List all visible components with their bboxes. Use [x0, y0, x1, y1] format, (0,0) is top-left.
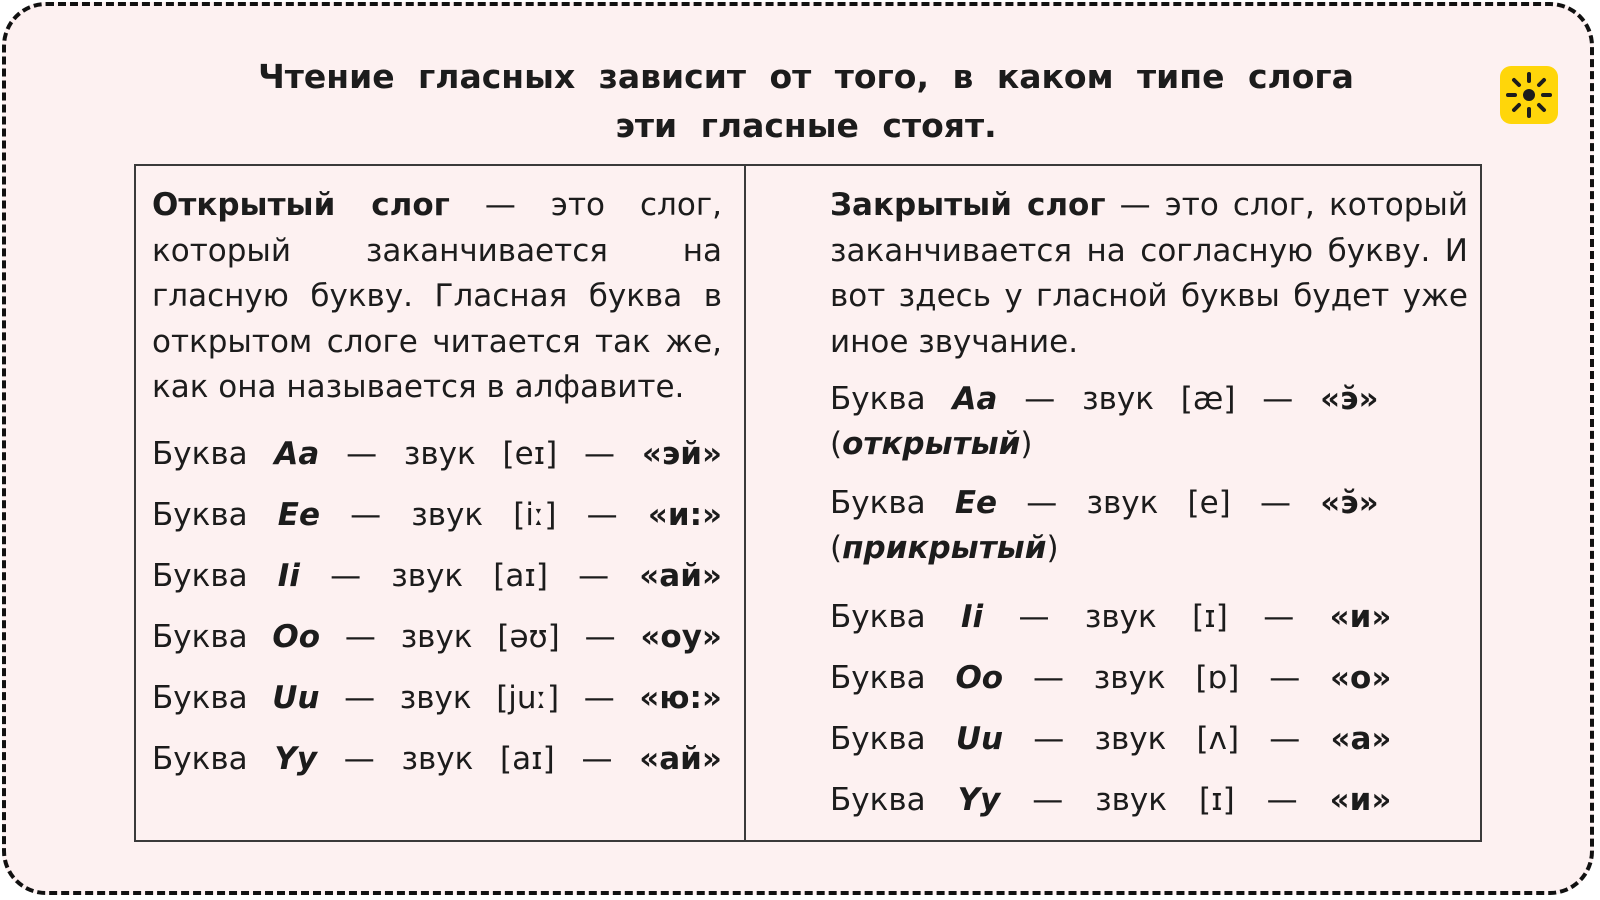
- closed-letter-row: [830, 709, 1391, 770]
- row-dash: —: [1269, 659, 1301, 696]
- row-dash: —: [1269, 720, 1301, 757]
- row-ipa: [aɪ]: [500, 741, 555, 778]
- row-zvuk: звук: [391, 558, 464, 595]
- row-ipa: [eɪ]: [502, 436, 558, 473]
- open-syllable-definition: [152, 183, 722, 411]
- row-word: Буква: [830, 781, 926, 818]
- row-zvuk: звук: [403, 436, 476, 473]
- closed-letter-row: [830, 648, 1391, 709]
- note-paren-close: ): [1020, 426, 1033, 462]
- row-russian: «ай»: [639, 741, 722, 778]
- row-ipa: [juː]: [496, 680, 560, 717]
- sun-burst-icon: [1500, 66, 1558, 124]
- row-dash: —: [1262, 381, 1294, 417]
- open-letter-row: [152, 547, 722, 608]
- row-russian: «и:»: [647, 497, 722, 534]
- row-zvuk: звук: [1095, 781, 1167, 818]
- row-dash: —: [581, 741, 613, 778]
- row-dash: —: [344, 619, 376, 656]
- open-letter-row: [152, 730, 722, 791]
- row-word: Буква: [830, 381, 926, 417]
- row-dash: —: [1033, 720, 1065, 757]
- row-dash: —: [1263, 598, 1295, 635]
- page-title: [126, 52, 1486, 150]
- closed-syllable-annotated-rows: [830, 377, 1468, 587]
- row-russian: «и»: [1329, 781, 1392, 818]
- row-dash: —: [1266, 781, 1298, 818]
- row-word: Буква: [152, 558, 248, 595]
- row-dash: —: [1260, 485, 1291, 521]
- row-ipa: [e]: [1187, 485, 1231, 521]
- row-dash: —: [330, 558, 362, 595]
- sun-burst-icon-graphic: [1500, 66, 1558, 124]
- closed-letter-row-note: [830, 422, 1468, 468]
- title-line-2: эти гласные стоят.: [615, 106, 997, 145]
- row-letter: Yy: [274, 741, 317, 778]
- card: [2, 2, 1594, 895]
- row-word: Буква: [830, 659, 926, 696]
- row-letter: Ee: [277, 497, 320, 534]
- row-dash: —: [1032, 659, 1064, 696]
- row-russian: «а»: [1330, 720, 1392, 757]
- closed-syllable-column: [830, 183, 1468, 831]
- closed-letter-row-main: [830, 377, 1379, 422]
- row-dash: —: [1032, 781, 1064, 818]
- row-zvuk: звук: [401, 741, 474, 778]
- row-word: Буква: [152, 619, 248, 656]
- row-russian: «ай»: [639, 558, 722, 595]
- row-word: Буква: [152, 741, 248, 778]
- closed-syllable-text: — это слог, который заканчивается на согласную букву. И вот здесь у гласной буквы будет уже иное звучание.: [830, 187, 1469, 360]
- row-ipa: [aɪ]: [493, 558, 548, 595]
- row-word: Буква: [152, 680, 248, 717]
- row-ipa: [ɪ]: [1198, 781, 1235, 818]
- row-ipa: [æ]: [1180, 381, 1236, 417]
- closed-letter-row: [830, 587, 1391, 648]
- open-syllable-term: Открытый слог: [152, 187, 450, 223]
- row-zvuk: звук: [1082, 381, 1154, 417]
- row-dash: —: [1018, 598, 1050, 635]
- row-letter: Ee: [954, 485, 998, 521]
- row-letter: Aa: [952, 381, 998, 417]
- row-ipa: [ɒ]: [1195, 659, 1240, 696]
- note-text: открытый: [842, 426, 1021, 462]
- row-letter: Ii: [277, 558, 300, 595]
- open-syllable-column: [152, 183, 722, 791]
- row-letter: Uu: [272, 680, 320, 717]
- note-paren-open: (: [830, 426, 843, 462]
- open-letter-row: [152, 425, 722, 486]
- closed-syllable-rows: [830, 587, 1468, 831]
- row-dash: —: [343, 741, 375, 778]
- row-word: Буква: [830, 485, 926, 521]
- row-ipa: [əʊ]: [497, 619, 560, 656]
- closed-syllable-definition: [830, 183, 1468, 365]
- row-zvuk: звук: [399, 680, 472, 717]
- row-dash: —: [586, 497, 618, 534]
- row-zvuk: звук: [1086, 485, 1159, 521]
- row-zvuk: звук: [411, 497, 484, 534]
- row-zvuk: звук: [1094, 720, 1167, 757]
- row-dash: —: [584, 619, 616, 656]
- open-letter-row: [152, 486, 722, 547]
- row-ipa: [ʌ]: [1196, 720, 1240, 757]
- row-dash: —: [344, 680, 376, 717]
- row-word: Буква: [152, 497, 248, 534]
- row-russian: «э̆»: [1320, 381, 1379, 417]
- column-divider: [744, 166, 746, 840]
- row-russian: «оу»: [640, 619, 722, 656]
- closed-letter-row: [830, 481, 1468, 587]
- row-letter: Aa: [274, 436, 320, 473]
- closed-syllable-term: Закрытый слог: [830, 187, 1106, 223]
- closed-letter-row: [830, 377, 1468, 481]
- row-russian: «ю:»: [639, 680, 722, 717]
- row-dash: —: [1024, 381, 1056, 417]
- row-russian: «эй»: [641, 436, 722, 473]
- row-russian: «и»: [1329, 598, 1392, 635]
- note-text: прикрытый: [842, 530, 1047, 566]
- row-word: Буква: [830, 598, 926, 635]
- row-dash: —: [350, 497, 382, 534]
- syllable-table: [134, 164, 1482, 842]
- row-ipa: [ɪ]: [1192, 598, 1228, 635]
- open-syllable-text: — это слог, который заканчивается на гласную букву. Гласная буква в открытом слоге читается так же, как она называется в алфавите.: [152, 187, 722, 405]
- row-word: Буква: [830, 720, 926, 757]
- closed-letter-row-note: [830, 526, 1468, 572]
- note-paren-open: (: [830, 530, 843, 566]
- closed-letter-row: [830, 770, 1391, 831]
- open-letter-row: [152, 608, 722, 669]
- row-letter: Oo: [955, 659, 1004, 696]
- row-word: Буква: [152, 436, 248, 473]
- row-russian: «о»: [1330, 659, 1392, 696]
- row-zvuk: звук: [400, 619, 473, 656]
- row-russian: «э̆»: [1320, 485, 1379, 521]
- open-letter-row: [152, 669, 722, 730]
- row-ipa: [iː]: [513, 497, 557, 534]
- closed-letter-row-main: [830, 481, 1379, 526]
- row-letter: Oo: [272, 619, 321, 656]
- row-letter: Yy: [957, 781, 1001, 818]
- row-dash: —: [1026, 485, 1058, 521]
- row-letter: Ii: [960, 598, 984, 635]
- row-zvuk: звук: [1084, 598, 1157, 635]
- note-paren-close: ): [1046, 530, 1059, 566]
- row-dash: —: [346, 436, 378, 473]
- row-zvuk: звук: [1093, 659, 1166, 696]
- open-syllable-rows: [152, 425, 722, 791]
- row-dash: —: [578, 558, 610, 595]
- row-dash: —: [583, 680, 615, 717]
- row-dash: —: [584, 436, 616, 473]
- title-line-1: Чтение гласных зависит от того, в каком типе слога: [258, 57, 1354, 96]
- row-letter: Uu: [955, 720, 1004, 757]
